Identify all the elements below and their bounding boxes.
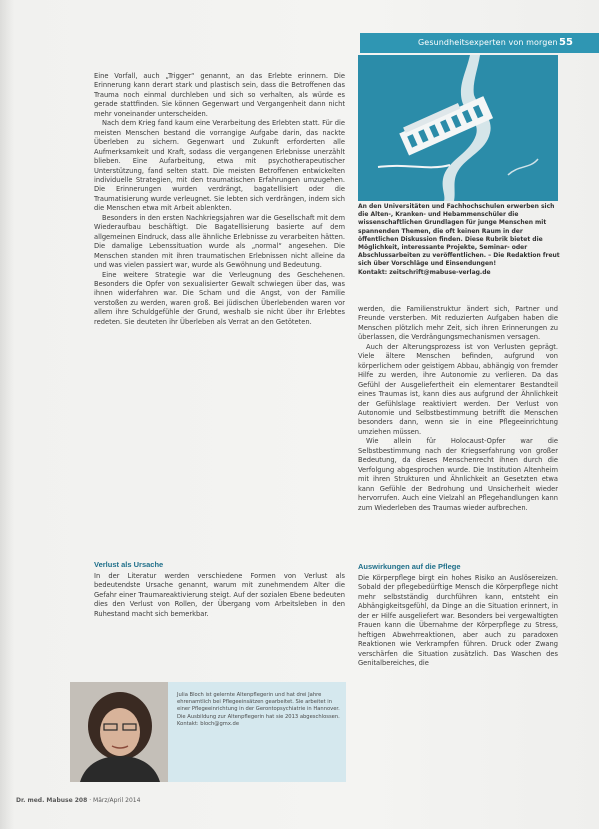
column-left <box>94 72 345 327</box>
paragraph: Die Körperpflege birgt ein hohes Risiko an Auslösereizen. Sobald der pflegebedürftige Mensch die Körperpflege nicht mehr selbstständig durchführen kann, entsteht ein Abhängigkeitsgefühl, da Dinge an die Situation erinnert, in der er Hilfe ausgeliefert war. Besonders bei vergewaltigten Frauen kann die Übernahme der Körperpflege zu Stress, heftigen Abwehrreaktionen, aber auch zu paradoxen Reaktionen wie Verkrampfen führen. Druck oder Zwang verschärfen die Situation zusätzlich. Das Waschen des Genitalbereiches, die <box>358 574 558 668</box>
subheading-verlust: Verlust als Ursache <box>94 560 164 569</box>
section-title: Gesundheitsexperten von morgen <box>418 38 558 47</box>
column-left-lower <box>94 572 345 619</box>
column-right <box>358 305 558 513</box>
paragraph: Auch der Alterungsprozess ist von Verlusten geprägt. Viele ältere Menschen befinden, aufgrund von körperlichem oder geistigem Abbau, abhängig von fremder Hilfe zu werden, ihre Autonomie zu verlieren. Da das Gefühl der Ausgeliefertheit ein elementarer Bestandteil eines Traumas ist, kann dies aus aufgrund der Ähnlichkeit der Gefühlslage reaktiviert werden. Der Verlust von Autonomie und Selbstbestimmung betrifft die Menschen besonders dann, wenn sie in eine Pflegeeinrichtung umziehen müssen. <box>358 342 558 436</box>
footer-issue: · März/April 2014 <box>89 797 141 804</box>
paragraph: Wie allein für Holocaust-Opfer war die Selbstbestimmung nach der Kriegserfahrung von großer Bedeutung, da dieses Menschenrecht ihnen durch die Verfolgung abgesprochen wurde. Die Institution Altenheim mit ihren Strukturen und Ähnlichkeit an Gesetzten etwa kann Gefühle der Bedrohung und Unsicherheit wieder hervorrufen. Auch eine Vielzahl an Pflegehandlungen kann zum Wiederleben des Traumas wieder aufbrechen. <box>358 437 558 512</box>
page-number: 55 <box>559 37 573 48</box>
section-header-bar <box>360 33 599 53</box>
paragraph: werden, die Familienstruktur ändert sich, Partner und Freunde versterben. Mit reduzierten Aufgaben haben die Menschen plötzlich mehr Zeit, sich ihren Erinnerungen zu überlassen, die Verdrängungsmechanismen versagen. <box>358 305 558 342</box>
author-bio: Julia Bloch ist gelernte Altenpflegerin und hat drei Jahre ehrenamtlich bei Pflegeeinsätzen gearbeitet. Sie arbeitet in einer Pflegeeinrichtung in der Gerontopsychiatrie in Hannover. Die Ausbildung zur Altenpflegerin hat sie 2013 abgeschlossen. Kontakt: bloch@gmx.de <box>177 692 340 727</box>
column-right-lower <box>358 574 558 669</box>
page-footer <box>16 797 140 804</box>
footer-journal: Dr. med. Mabuse 208 <box>16 797 88 804</box>
author-box <box>70 682 346 782</box>
paragraph: Eine weitere Strategie war die Verleugnung des Geschehenen. Besonders die Opfer von sexualisierter Gewalt schwiegen über das, was ihnen widerfahren war. Die Scham und die Angst, von der Familie verstoßen zu werden, waren groß. Bei jüdischen Überlebenden waren vor allem ihre Schuldgefühle der Grund, weshalb sie nicht über ihr Erlebtes redeten. Sie deuteten ihr Überleben als Verrat an den Getöteten. <box>94 270 345 326</box>
portrait-image <box>70 682 168 782</box>
author-photo <box>70 682 168 782</box>
river-ship-illustration <box>358 55 558 201</box>
illustration-image <box>358 55 558 201</box>
series-info-note: An den Universitäten und Fachhochschulen erwerben sich die Alten-, Kranken- und Hebammenschüler die wissenschaftlichen Grundlagen für junge Menschen mit spannenden Themen, die oft keinen Raum in der öffentlichen Diskussion finden. Diese Rubrik bietet die Möglichkeit, interessante Projekte, Seminar- oder Abschlussarbeiten zu veröffentlichen. – Die Redaktion freut sich über Vorschläge und Einsendungen! Kontakt: zeitschrift@mabuse-verlag.de <box>358 203 560 276</box>
paragraph: Besonders in den ersten Nachkriegsjahren war die Gesellschaft mit dem Wiederaufbau beschäftigt. Die Bagatellisierung basierte auf dem allgemeinen Eindruck, dass alle ähnliche Erlebnisse zu verarbeiten hätten. Die damalige Lebenssituation wurde als „normal“ angesehen. Die Menschen standen mit ihren traumatischen Erlebnissen nicht alleine da und was vielen passiert war, wurde als Gewöhnung und Bedeutung. <box>94 213 345 270</box>
paragraph: Nach dem Krieg fand kaum eine Verarbeitung des Erlebten statt. Für die meisten Menschen bestand die vorrangige Aufgabe darin, das nackte Überleben zu sichern. Gegenwart und Zukunft erforderten alle Aufmerksamkeit und Kraft, sodass die vergangenen Erlebnisse unerzählt blieben. Eine Aufarbeitung, etwa mit psychotherapeutischer Unterstützung, fand selten statt. Die meisten Betroffenen entwickelten individuelle Strategien, mit den traumatischen Erfahrungen umzugehen. Die Erinnerungen wurden verdrängt, bagatellisiert oder die Traumatisierung wurde verleugnet. Sie lebten sich verdrängen, indem sich die Menschen etwa mit Arbeit ablenkten. <box>94 119 345 213</box>
paragraph: In der Literatur werden verschiedene Formen von Verlust als bedeutendste Ursache genannt, warum mit zunehmendem Alter die Gefahr einer Traumareaktivierung steigt. Auf der sozialen Ebene bedeuten dies den Verlust von Rollen, der Übergang vom Arbeitsleben in den Ruhestand macht sich bemerkbar. <box>94 572 345 618</box>
paragraph: Eine Vorfall, auch „Trigger“ genannt, an das Erlebte erinnern. Die Erinnerung kann derart stark und plastisch sein, dass die Betroffenen das Trauma noch einmal durchleben und sich so verhalten, als würde es gerade stattfinden. Sie können Gegenwart und Vergangenheit dann nicht mehr voneinander unterscheiden. <box>94 72 345 118</box>
subheading-pflege: Auswirkungen auf die Pflege <box>358 562 461 571</box>
